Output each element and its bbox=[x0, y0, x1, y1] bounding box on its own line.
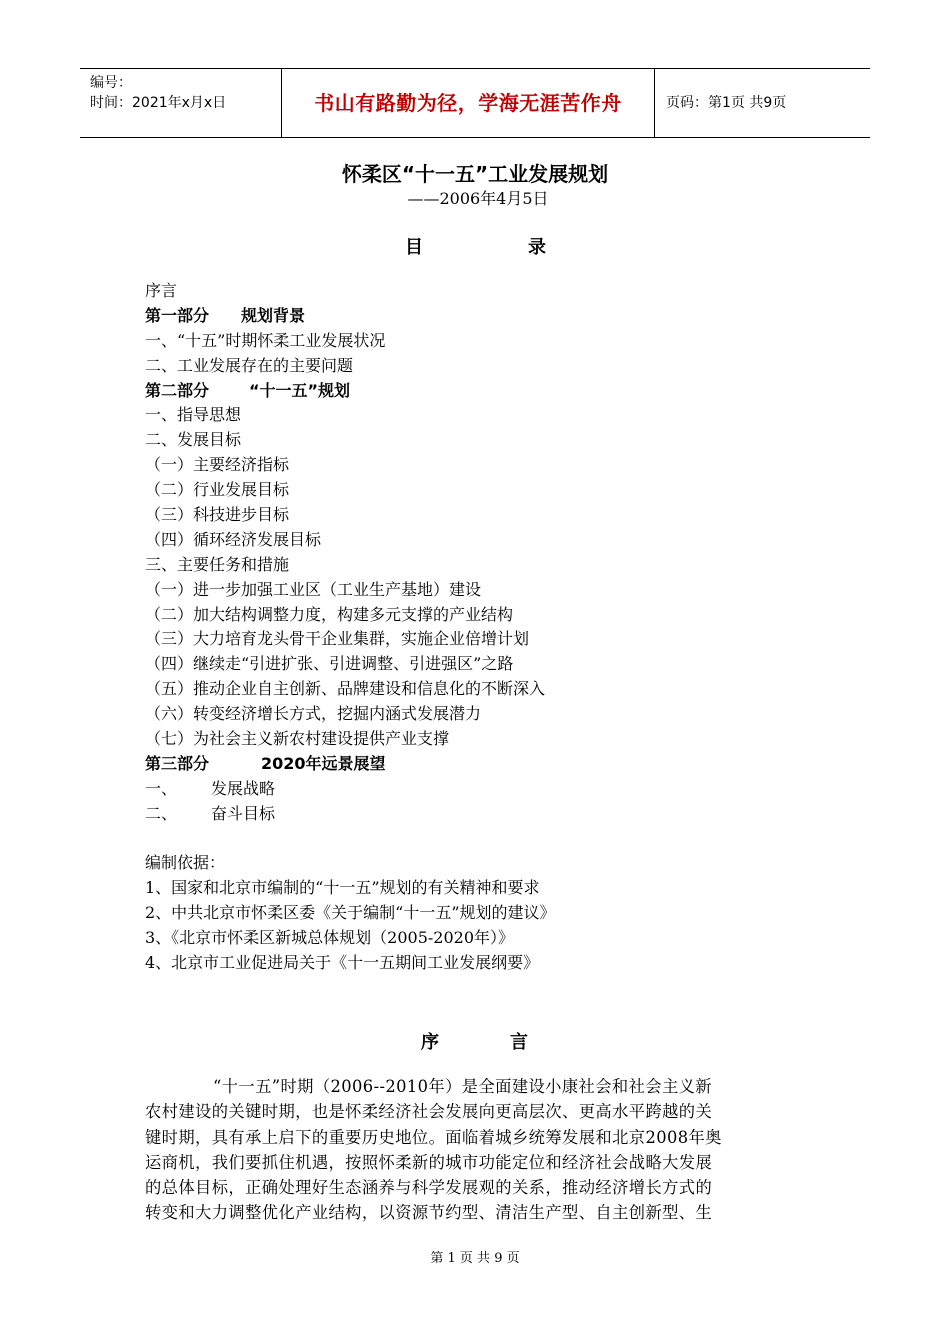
toc-subitem: （五）推动企业自主创新、品牌建设和信息化的不断深入 bbox=[145, 679, 546, 699]
toc-item bbox=[145, 777, 845, 802]
document-time-label: 时间：2021年x月x日 bbox=[90, 95, 227, 111]
toc-item: 二、发展目标 bbox=[145, 430, 242, 450]
toc-subitem: （一）进一步加强工业区（工业生产基地）建设 bbox=[145, 579, 482, 599]
toc-item-text: 奋斗目标 bbox=[211, 803, 276, 823]
toc-heading-char-2: 录 bbox=[528, 237, 546, 258]
toc-subitem: （二）行业发展目标 bbox=[145, 480, 290, 500]
toc-item-number: 二、 bbox=[145, 803, 178, 823]
compilation-basis bbox=[145, 851, 845, 975]
toc-part-3 bbox=[145, 752, 845, 777]
document-date: ——2006年4月5日 bbox=[407, 189, 549, 208]
toc-item-preface: 序言 bbox=[145, 281, 178, 300]
preface-line: 农村建设的关键时期，也是怀柔经济社会发展向更高层次、更高水平跨越的关 bbox=[145, 1102, 713, 1122]
toc-part-3-label: 第三部分 bbox=[145, 753, 210, 773]
toc-part-2 bbox=[145, 379, 845, 404]
compilation-basis-heading: 编制依据： bbox=[145, 853, 226, 872]
toc-item: 三、主要任务和措施 bbox=[145, 554, 290, 574]
toc-part-1-label: 第一部分 bbox=[145, 305, 210, 325]
header-motto: 书山有路勤为径，学海无涯苦作舟 bbox=[314, 91, 622, 115]
preface-line: 运商机，我们要抓住机遇，按照怀柔新的城市功能定位和经济社会战略大发展 bbox=[145, 1152, 713, 1172]
preface-line: 转变和大力调整优化产业结构，以资源节约型、清洁生产型、自主创新型、生 bbox=[145, 1203, 713, 1223]
basis-item: 4、北京市工业促进局关于《十一五期间工业发展纲要》 bbox=[145, 952, 540, 972]
preface-line: “十一五”时期（2006--2010年）是全面建设小康社会和社会主义新 bbox=[213, 1077, 712, 1096]
header-page-number: 页码：第1页 共9页 bbox=[666, 95, 787, 111]
toc-subitem: （四）继续走“引进扩张、引进调整、引进强区”之路 bbox=[145, 654, 514, 674]
header-motto-cell bbox=[282, 69, 655, 137]
toc-subitem: （六）转变经济增长方式，挖掘内涵式发展潜力 bbox=[145, 704, 482, 724]
toc-item: 一、指导思想 bbox=[145, 405, 242, 425]
toc-subitem: （四）循环经济发展目标 bbox=[145, 529, 322, 549]
basis-item: 3、《北京市怀柔区新城总体规划（2005-2020年）》 bbox=[145, 927, 515, 947]
header-page-cell bbox=[656, 69, 870, 137]
toc-item-number: 一、 bbox=[145, 778, 178, 798]
preface-line: 键时期，具有承上启下的重要历史地位。面临着城乡统筹发展和北京2008年奥 bbox=[145, 1127, 722, 1147]
toc-item: 一、“十五”时期怀柔工业发展状况 bbox=[145, 330, 386, 350]
toc-subitem: （二）加大结构调整力度，构建多元支撑的产业结构 bbox=[145, 604, 514, 624]
page-header bbox=[80, 68, 870, 138]
toc-item: 二、工业发展存在的主要问题 bbox=[145, 355, 354, 375]
toc-part-2-title: “十一五”规划 bbox=[249, 380, 351, 400]
preface-heading-char-1: 序 bbox=[421, 1032, 439, 1053]
preface-line: 的总体目标，正确处理好生态涵养与科学发展观的关系，推动经济增长方式的 bbox=[145, 1178, 713, 1198]
header-meta-cell bbox=[80, 69, 282, 137]
document-title: 怀柔区“十一五”工业发展规划 bbox=[341, 162, 609, 186]
preface-body bbox=[145, 1074, 805, 1226]
preface-heading bbox=[0, 1028, 950, 1052]
toc-item bbox=[145, 802, 845, 827]
toc-item-text: 发展战略 bbox=[211, 778, 276, 798]
toc-part-2-label: 第二部分 bbox=[145, 380, 210, 400]
toc-part-1 bbox=[145, 304, 845, 329]
toc-subitem: （三）大力培育龙头骨干企业集群，实施企业倍增计划 bbox=[145, 629, 530, 649]
toc-heading-char-1: 目 bbox=[405, 237, 423, 258]
toc-heading bbox=[0, 233, 950, 257]
table-of-contents bbox=[145, 279, 845, 827]
page-footer: 第 1 页 共 9 页 bbox=[430, 1251, 520, 1266]
toc-part-3-title: 2020年远景展望 bbox=[261, 753, 386, 773]
basis-item: 2、中共北京市怀柔区委《关于编制“十一五”规划的建议》 bbox=[145, 902, 556, 922]
basis-item: 1、国家和北京市编制的“十一五”规划的有关精神和要求 bbox=[145, 877, 540, 897]
toc-subitem: （一）主要经济指标 bbox=[145, 455, 290, 475]
toc-subitem: （七）为社会主义新农村建设提供产业支撑 bbox=[145, 729, 450, 749]
preface-heading-char-2: 言 bbox=[510, 1032, 528, 1053]
toc-part-1-title: 规划背景 bbox=[241, 305, 306, 325]
toc-subitem: （三）科技进步目标 bbox=[145, 505, 290, 525]
document-number-label: 编号： bbox=[90, 75, 132, 91]
